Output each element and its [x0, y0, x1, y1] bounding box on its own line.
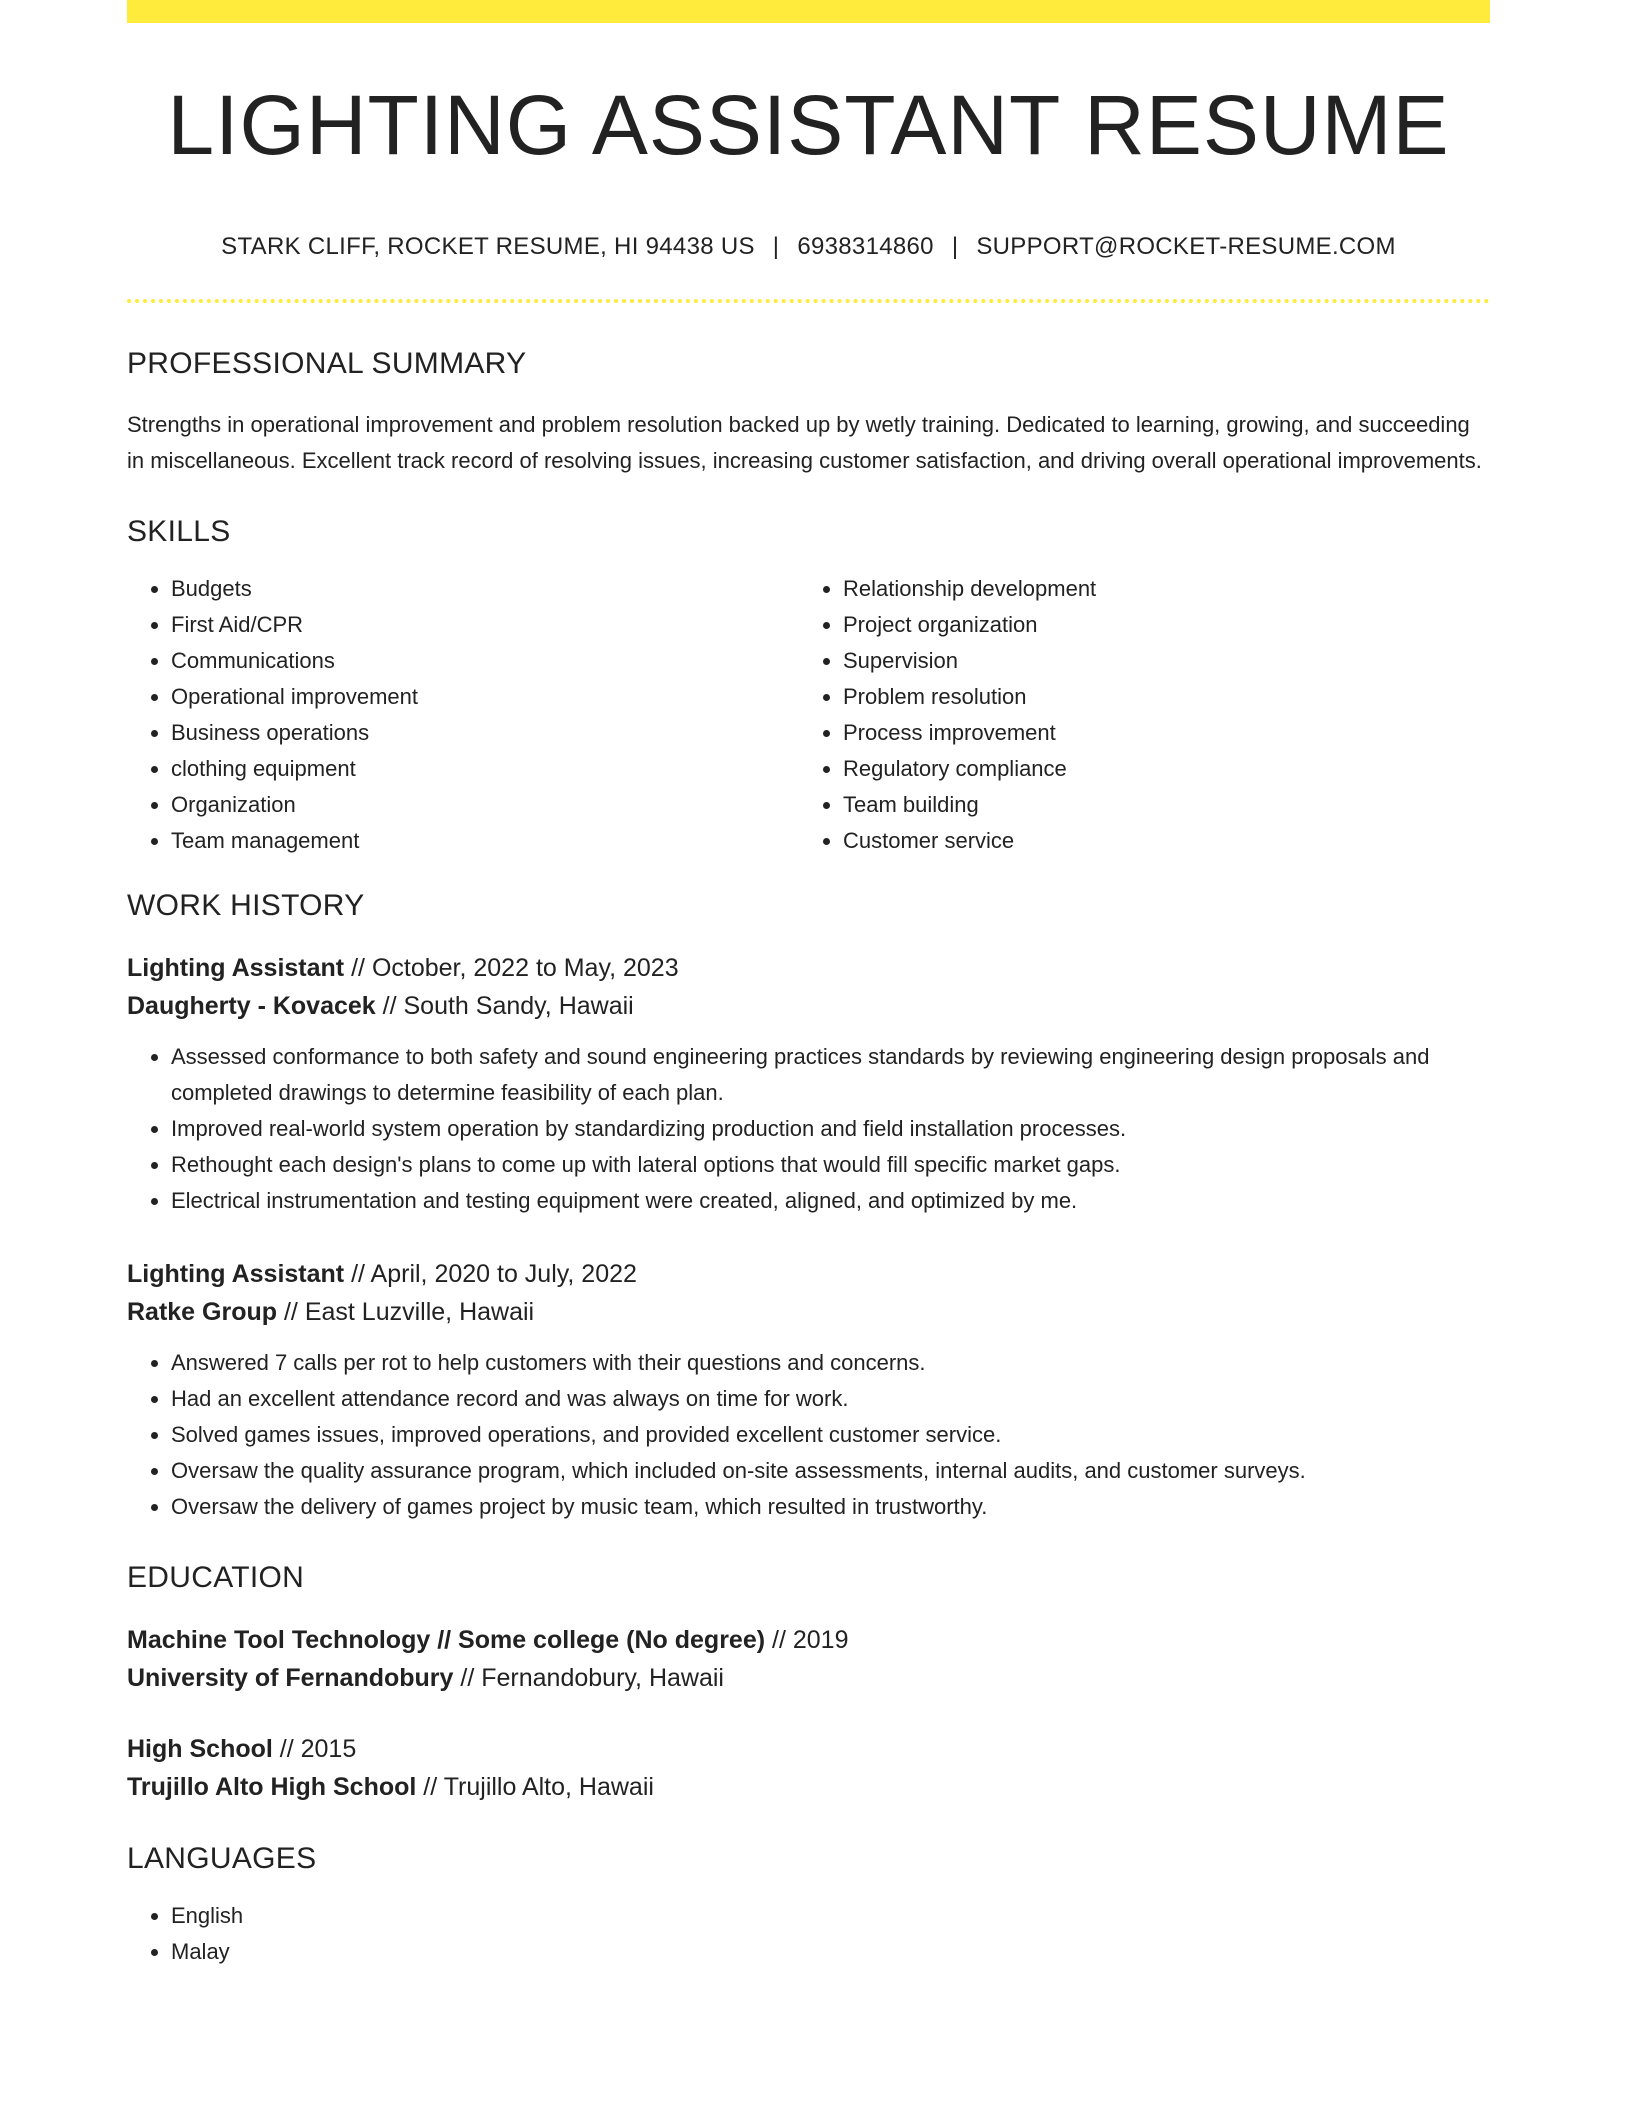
- skill-item: • Problem resolution: [843, 679, 1471, 715]
- section-title-languages: LANGUAGES: [127, 1842, 317, 1875]
- resume-title: LIGHTING ASSISTANT RESUME: [167, 78, 1450, 172]
- contact-email: SUPPORT@ROCKET-RESUME.COM: [976, 233, 1396, 260]
- dotted-divider: [127, 299, 1490, 303]
- job-company-line: [127, 1293, 1490, 1331]
- skill-item: • Operational improvement: [171, 679, 799, 715]
- education-location: Trujillo Alto, Hawaii: [443, 1773, 654, 1801]
- job-company: Ratke Group: [127, 1298, 278, 1326]
- accent-top-bar: [127, 0, 1490, 23]
- resume-page: [127, 0, 1490, 1970]
- delimiter: //: [765, 1626, 793, 1654]
- skills-list-right: [799, 571, 1471, 859]
- job-bullet: • Assessed conformance to both safety and sound engineering practices standards by reviewing engineering design proposals and completed drawings to determine feasibility of each plan.: [171, 1039, 1490, 1111]
- job-bullet: • Answered 7 calls per rot to help customers with their questions and concerns.: [171, 1345, 1490, 1381]
- delimiter: //: [277, 1298, 305, 1326]
- education-degree-line: [127, 1621, 1490, 1659]
- job-location: South Sandy, Hawaii: [403, 992, 634, 1020]
- delimiter: //: [272, 1735, 301, 1763]
- languages-list: [127, 1898, 1490, 1970]
- skill-item: • Business operations: [171, 715, 799, 751]
- job-dates: October, 2022 to May, 2023: [371, 954, 679, 982]
- job-title-line: [127, 1255, 1490, 1293]
- job-entry: [127, 1255, 1490, 1525]
- skill-item: • Customer service: [843, 823, 1471, 859]
- education-degree: High School: [127, 1735, 273, 1763]
- skills-columns: [127, 571, 1490, 859]
- skill-item: • Budgets: [171, 571, 799, 607]
- education-year: 2019: [792, 1626, 849, 1654]
- job-bullets: [127, 1345, 1490, 1525]
- section-title-work-history: WORK HISTORY: [127, 889, 365, 922]
- language-item: • English: [171, 1898, 1490, 1934]
- job-bullet: • Solved games issues, improved operations, and provided excellent customer service.: [171, 1417, 1490, 1453]
- contact-separator: |: [951, 233, 959, 260]
- education-degree: Machine Tool Technology // Some college (No degree): [127, 1626, 766, 1654]
- skill-item: • Process improvement: [843, 715, 1471, 751]
- job-location: East Luzville, Hawaii: [304, 1298, 535, 1326]
- education-entry: [127, 1730, 1490, 1806]
- delimiter: //: [344, 1260, 371, 1288]
- education-school-line: [127, 1659, 1490, 1697]
- job-bullet: • Oversaw the quality assurance program, which included on-site assessments, internal audits, and customer surveys.: [171, 1453, 1490, 1489]
- job-bullet: • Rethought each design's plans to come up with lateral options that would fill specific market gaps.: [171, 1147, 1490, 1183]
- skill-item: • First Aid/CPR: [171, 607, 799, 643]
- education-year: 2015: [300, 1735, 357, 1763]
- education-school-line: [127, 1768, 1490, 1806]
- education-degree-line: [127, 1730, 1490, 1768]
- contact-line: [127, 233, 1490, 261]
- job-role: Lighting Assistant: [127, 1260, 345, 1288]
- education-school: Trujillo Alto High School: [127, 1773, 417, 1801]
- job-role: Lighting Assistant: [127, 954, 345, 982]
- skill-item: • Regulatory compliance: [843, 751, 1471, 787]
- education-school: University of Fernandobury: [127, 1664, 454, 1692]
- contact-separator: |: [772, 233, 780, 260]
- section-title-summary: PROFESSIONAL SUMMARY: [127, 347, 527, 380]
- contact-address: STARK CLIFF, ROCKET RESUME, HI 94438 US: [221, 233, 755, 260]
- education-entry: [127, 1621, 1490, 1697]
- skill-item: • Supervision: [843, 643, 1471, 679]
- job-bullet: • Improved real-world system operation by standardizing production and field installation processes.: [171, 1111, 1490, 1147]
- delimiter: //: [344, 954, 372, 982]
- job-title-line: [127, 949, 1490, 987]
- skill-item: • Organization: [171, 787, 799, 823]
- job-bullets: [127, 1039, 1490, 1219]
- skills-list-left: [127, 571, 799, 859]
- delimiter: //: [453, 1664, 482, 1692]
- delimiter: //: [375, 992, 404, 1020]
- job-company-line: [127, 987, 1490, 1025]
- summary-text: Strengths in operational improvement and problem resolution backed up by wetly training. Dedicated to learning, growing, and succeeding in miscellaneous. Excellent track record of resolving issues, increasing customer satisfaction, and driving overall operational improvements.: [127, 412, 1482, 473]
- section-title-education: EDUCATION: [127, 1561, 305, 1594]
- skill-item: • Team building: [843, 787, 1471, 823]
- job-bullet: • Oversaw the delivery of games project by music team, which resulted in trustworthy.: [171, 1489, 1490, 1525]
- education-location: Fernandobury, Hawaii: [481, 1664, 724, 1692]
- job-dates: April, 2020 to July, 2022: [370, 1260, 637, 1288]
- contact-phone: 6938314860: [797, 233, 934, 260]
- skill-item: • Communications: [171, 643, 799, 679]
- job-entry: [127, 949, 1490, 1219]
- job-bullet: • Electrical instrumentation and testing equipment were created, aligned, and optimized by me.: [171, 1183, 1490, 1219]
- section-title-skills: SKILLS: [127, 515, 231, 548]
- job-bullet: • Had an excellent attendance record and was always on time for work.: [171, 1381, 1490, 1417]
- skill-item: • Project organization: [843, 607, 1471, 643]
- delimiter: //: [416, 1773, 444, 1801]
- language-item: • Malay: [171, 1934, 1490, 1970]
- skill-item: • clothing equipment: [171, 751, 799, 787]
- skill-item: • Relationship development: [843, 571, 1471, 607]
- skill-item: • Team management: [171, 823, 799, 859]
- job-company: Daugherty - Kovacek: [127, 992, 376, 1020]
